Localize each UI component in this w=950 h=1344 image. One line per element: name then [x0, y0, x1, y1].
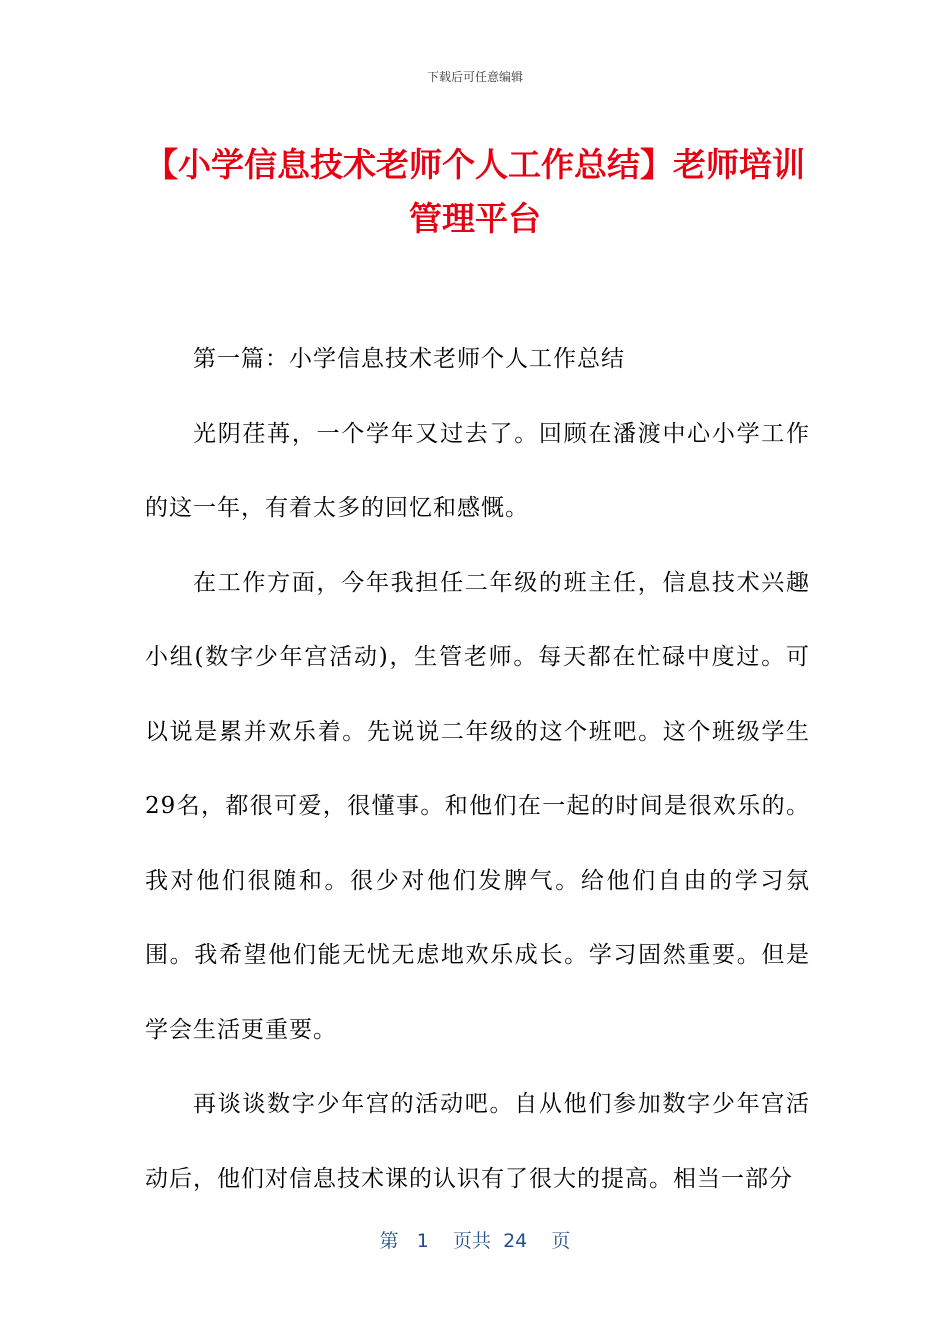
footer-prefix: 第	[379, 1230, 399, 1252]
document-body	[145, 322, 810, 1216]
footer-middle: 页共	[452, 1230, 491, 1252]
paragraph: 在工作方面，今年我担任二年级的班主任，信息技术兴趣小组(数字少年宫活动)，生管老师。每天都在忙碌中度过。可以说是累并欢乐着。先说说二年级的这个班吧。这个班级学生29名，都很可爱，很懂事。和他们在一起的时间是很欢乐的。我对他们很随和。很少对他们发脾气。给他们自由的学习氛围。我希望他们能无忧无虑地欢乐成长。学习固然重要。但是学会生活更重要。	[145, 569, 810, 1043]
paragraph: 光阴荏苒，一个学年又过去了。回顾在潘渡中心小学工作的这一年，有着太多的回忆和感慨。	[145, 420, 810, 521]
footer-suffix: 页	[551, 1230, 571, 1252]
total-pages-number: 24	[503, 1230, 528, 1252]
header-note: 下载后可任意编辑	[426, 70, 523, 84]
current-page-number: 1	[416, 1230, 429, 1252]
paragraph: 第一篇：小学信息技术老师个人工作总结	[193, 346, 625, 372]
paragraph: 再谈谈数字少年宫的活动吧。自从他们参加数字少年宫活动后，他们对信息技术课的认识有了很大的提高。相当一部分	[145, 1091, 810, 1192]
page-footer	[0, 1226, 950, 1253]
document-title: 【小学信息技术老师个人工作总结】老师培训管理平台	[145, 145, 805, 238]
